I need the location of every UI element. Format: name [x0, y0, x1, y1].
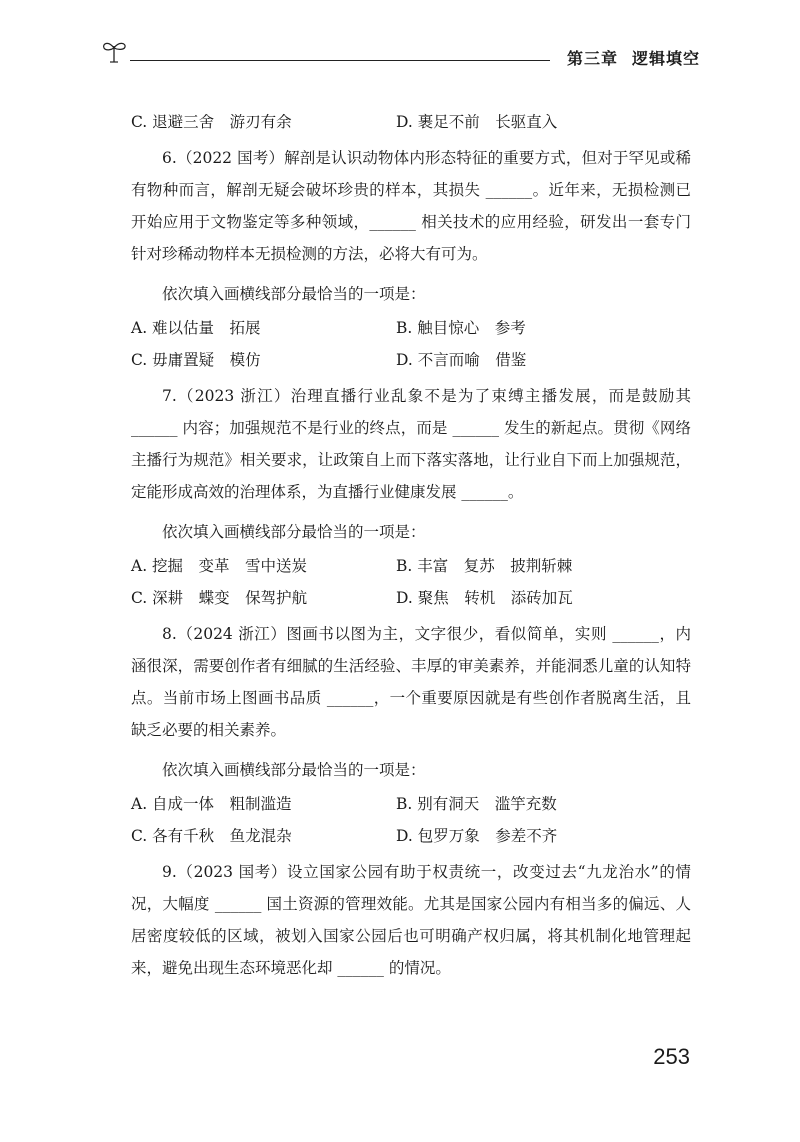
- option-b: B. 别有洞天 滥竽充数: [396, 795, 557, 813]
- question-8-prompt: 依次填入画横线部分最恰当的一项是：: [162, 761, 426, 779]
- option-a: A. 挖掘 变革 雪中送炭: [131, 557, 308, 575]
- chapter-number: 第三章: [566, 49, 618, 68]
- option-a: A. 难以估量 拓展: [131, 319, 261, 337]
- sprout-icon: [100, 38, 130, 66]
- header-rule: [130, 60, 550, 61]
- question-6-prompt: 依次填入画横线部分最恰当的一项是：: [162, 285, 426, 303]
- option-d: D. 不言而喻 借鉴: [396, 351, 527, 369]
- option-b: B. 触目惊心 参考: [396, 319, 526, 337]
- page-content: [131, 104, 691, 984]
- page-header: [100, 38, 700, 68]
- question-6-text: 6.（2022 国考）解剖是认识动物体内形态特征的重要方式，但对于罕见或稀有物种而言，解剖无疑会破坏珍贵的样本，其损失 ______。近年来，无损检测已开始应用于文物鉴定等多种领域，______ 相关技术的应用经验，研发出一套专门针对珍稀动物样本无损检测的方法，必将大有可为。: [131, 149, 691, 263]
- options-q5: [131, 106, 691, 138]
- question-7-prompt: 依次填入画横线部分最恰当的一项是：: [162, 523, 426, 541]
- question-8-text: 8.（2024 浙江）图画书以图为主，文字很少，看似简单，实则 ______，内涵很深，需要创作者有细腻的生活经验、丰厚的审美素养，并能洞悉儿童的认知特点。当前市场上图画书品质 ______，一个重要原因就是有些创作者脱离生活，且缺乏必要的相关素养。: [131, 625, 691, 739]
- option-d: D. 裹足不前 长驱直入: [396, 113, 558, 131]
- option-a: A. 自成一体 粗制滥造: [131, 795, 292, 813]
- options-q7: [131, 550, 691, 614]
- option-c: C. 毋庸置疑 模仿: [131, 351, 261, 369]
- options-q6: [131, 312, 691, 376]
- option-d: D. 包罗万象 参差不齐: [396, 827, 558, 845]
- options-q8: [131, 788, 691, 852]
- chapter-title: [567, 46, 700, 69]
- option-c: C. 退避三舍 游刃有余: [131, 113, 292, 131]
- option-b: B. 丰富 复苏 披荆斩棘: [396, 557, 573, 575]
- option-d: D. 聚焦 转机 添砖加瓦: [396, 589, 573, 607]
- option-c: C. 深耕 蝶变 保驾护航: [131, 589, 308, 607]
- question-9-text: 9.（2023 国考）设立国家公园有助于权责统一，改变过去“九龙治水”的情况，大幅度 ______ 国土资源的管理效能。尤其是国家公园内有相当多的偏远、人居密度较低的区域，被划入国家公园后也可明确产权归属，将其机制化地管理起来，避免出现生态环境恶化却 ______ 的情况。: [131, 863, 691, 977]
- section-name: 逻辑填空: [631, 49, 700, 68]
- option-c: C. 各有千秋 鱼龙混杂: [131, 827, 292, 845]
- page-number: 253: [653, 1044, 690, 1069]
- question-7-text: 7.（2023 浙江）治理直播行业乱象不是为了束缚主播发展，而是鼓励其 ______ 内容；加强规范不是行业的终点，而是 ______ 发生的新起点。贯彻《网络主播行为规范》相关要求，让政策自上而下落实落地，让行业自下而上加强规范，定能形成高效的治理体系，为直播行业健康发展 ______。: [131, 387, 691, 501]
